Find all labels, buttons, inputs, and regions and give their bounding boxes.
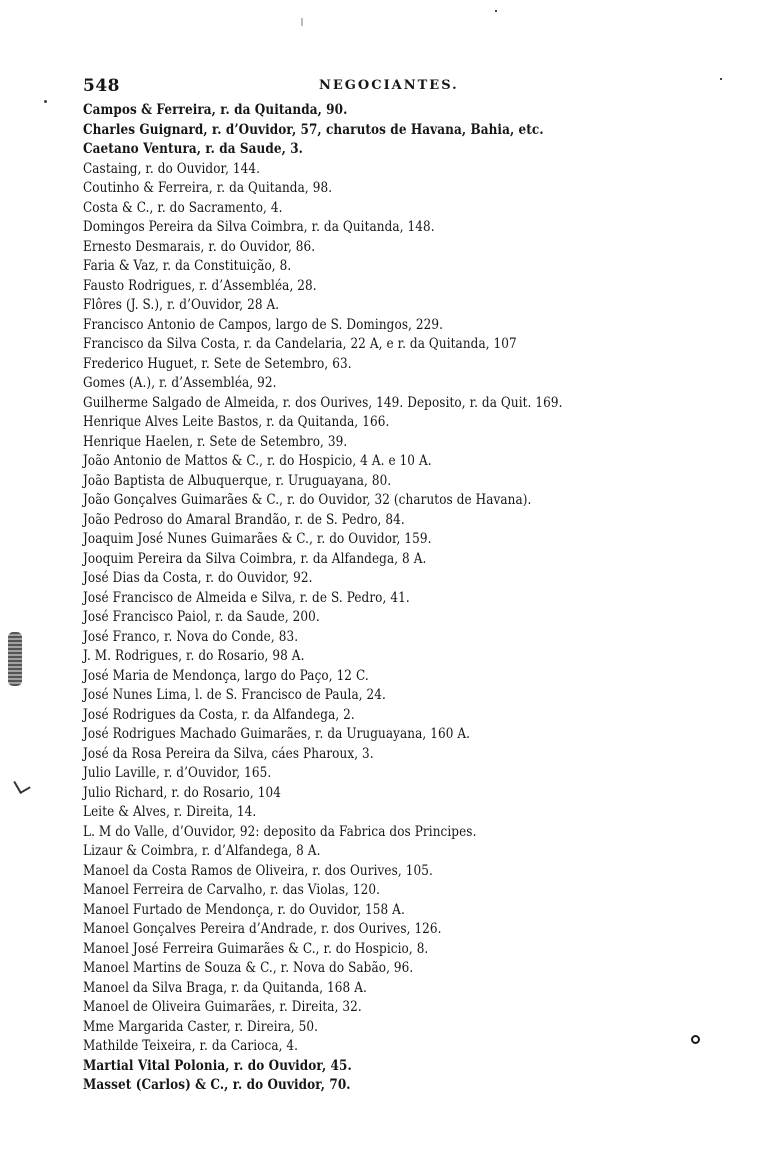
merchant-list [83,101,723,1096]
merchant-entry: José Rodrigues Machado Guimarães, r. da Uruguayana, 160 A. [83,726,471,742]
merchant-entry: Flôres (J. S.), r. d’Ouvidor, 28 A. [83,297,280,313]
merchant-entry: Julio Richard, r. do Rosario, 104 [83,784,281,801]
merchant-entry: Joaquim José Nunes Guimarães & C., r. do Ouvidor, 159. [83,531,432,547]
merchant-entry: José Francisco Paiol, r. da Saude, 200. [83,609,320,625]
merchant-entry: Martial Vital Polonia, r. do Ouvidor, 45. [83,1057,352,1074]
ink-speck [495,10,497,12]
margin-ink-blot [8,632,22,686]
merchant-entry: José Nunes Lima, l. de S. Francisco de Paula, 24. [83,687,386,703]
ink-speck [44,100,47,103]
merchant-entry: Domingos Pereira da Silva Coimbra, r. da Quitanda, 148. [83,219,435,235]
merchant-entry: Mme Margarida Caster, r. Direira, 50. [83,1018,319,1035]
merchant-entry: Manoel de Oliveira Guimarães, r. Direita, 32. [83,999,362,1015]
merchant-entry: Francisco Antonio de Campos, largo de S. Domingos, 229. [83,316,444,333]
merchant-entry: João Antonio de Mattos & C., r. do Hospicio, 4 A. e 10 A. [83,453,432,469]
merchant-entry: José Maria de Mendonça, largo do Paço, 12 C. [83,667,369,684]
merchant-entry: Leite & Alves, r. Direita, 14. [83,804,257,820]
merchant-entry: Campos & Ferreira, r. da Quitanda, 90. [83,102,348,118]
running-head: NEGOCIANTES. [319,78,459,93]
merchant-entry: José Francisco de Almeida e Silva, r. de S. Pedro, 41. [83,589,410,606]
merchant-entry: Manoel Martins de Souza & C., r. Nova do Sabão, 96. [83,960,414,976]
merchant-entry: Manoel Gonçalves Pereira d’Andrade, r. dos Ourives, 126. [83,921,442,937]
page-header [83,76,683,96]
page-number: 548 [83,76,120,96]
merchant-entry: Guilherme Salgado de Almeida, r. dos Ourives, 149. Deposito, r. da Quit. 169. [83,394,563,411]
merchant-entry: Henrique Haelen, r. Sete de Setembro, 39. [83,433,348,450]
merchant-entry: João Pedroso do Amaral Brandão, r. de S. Pedro, 84. [83,511,405,528]
margin-ink-mark [13,776,30,794]
merchant-entry: Charles Guignard, r. d’Ouvidor, 57, charutos de Havana, Bahia, etc. [83,121,544,138]
merchant-entry: José Dias da Costa, r. do Ouvidor, 92. [83,570,313,586]
merchant-entry: Henrique Alves Leite Bastos, r. da Quitanda, 166. [83,414,390,430]
merchant-entry: Costa & C., r. do Sacramento, 4. [83,199,283,216]
ink-speck [720,78,722,80]
merchant-entry: Manoel da Silva Braga, r. da Quitanda, 168 A. [83,979,367,996]
merchant-entry: Caetano Ventura, r. da Saude, 3. [83,141,303,157]
merchant-entry: Masset (Carlos) & C., r. do Ouvidor, 70. [83,1077,351,1093]
merchant-entry: Frederico Huguet, r. Sete de Setembro, 63. [83,355,352,372]
merchant-entry: Fausto Rodrigues, r. d’Assembléa, 28. [83,277,317,294]
merchant-entry: Manoel Furtado de Mendonça, r. do Ouvidor, 158 A. [83,901,405,918]
merchant-entry: Ernesto Desmarais, r. do Ouvidor, 86. [83,238,316,255]
merchant-entry: L. M do Valle, d’Ouvidor, 92: deposito da Fabrica dos Principes. [83,823,477,840]
merchant-entry: Castaing, r. do Ouvidor, 144. [83,160,261,177]
merchant-entry: Francisco da Silva Costa, r. da Candelaria, 22 A, e r. da Quitanda, 107 [83,336,517,352]
merchant-entry: Manoel Ferreira de Carvalho, r. das Violas, 120. [83,882,381,898]
merchant-entry: José Rodrigues da Costa, r. da Alfandega, 2. [83,706,355,723]
merchant-entry: Manoel da Costa Ramos de Oliveira, r. dos Ourives, 105. [83,862,433,879]
merchant-entry: Manoel José Ferreira Guimarães & C., r. do Hospicio, 8. [83,940,429,957]
merchant-entry: Faria & Vaz, r. da Constituição, 8. [83,258,292,274]
merchant-entry: Mathilde Teixeira, r. da Carioca, 4. [83,1038,299,1054]
merchant-entry: José Franco, r. Nova do Conde, 83. [83,628,299,645]
merchant-entry: Jooquim Pereira da Silva Coimbra, r. da Alfandega, 8 A. [83,550,427,567]
merchant-entry: Gomes (A.), r. d’Assembléa, 92. [83,375,277,391]
ink-speck [301,18,303,26]
merchant-entry: João Gonçalves Guimarães & C., r. do Ouvidor, 32 (charutos de Havana). [83,492,532,508]
merchant-entry: Lizaur & Coimbra, r. d’Alfandega, 8 A. [83,843,321,859]
merchant-entry: J. M. Rodrigues, r. do Rosario, 98 A. [83,648,305,664]
merchant-entry: João Baptista de Albuquerque, r. Uruguayana, 80. [83,472,392,489]
merchant-entry: José da Rosa Pereira da Silva, cáes Pharoux, 3. [83,745,374,762]
merchant-entry: Coutinho & Ferreira, r. da Quitanda, 98. [83,180,333,196]
merchant-entry: Julio Laville, r. d’Ouvidor, 165. [83,765,272,781]
